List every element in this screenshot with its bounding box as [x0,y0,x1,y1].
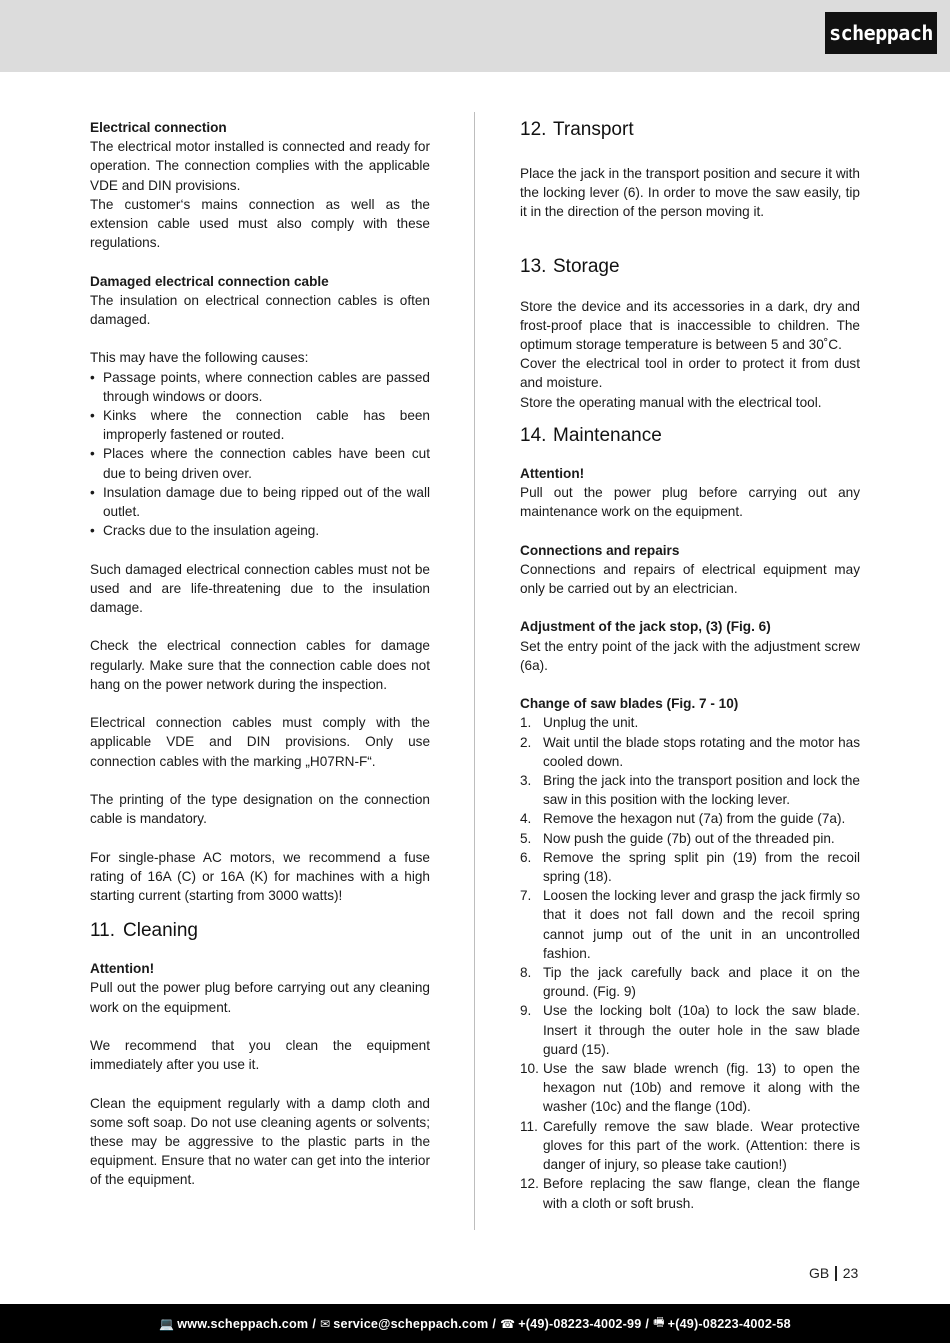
list-item: • Insulation damage due to being ripped out of the wall outlet. [90,484,430,520]
logo-text: scheppach [829,21,933,45]
computer-icon: 💻 [159,1316,175,1331]
page-number [809,1265,858,1281]
attention-label: Attention! [520,465,585,481]
footer-separator: / [492,1316,497,1331]
list-item: 10. Use the saw blade wrench (fig. 13) to open the hexagon nut (10b) and remove it along with the washer (10c) and the flange (10d). [520,1061,860,1115]
list-item: 7. Loosen the locking lever and grasp the jack firmly so that it does not fall down and the recoil spring cannot jump out of the unit in an uncontrolled fashion. [520,888,860,961]
section-heading-transport: 12. Transport [520,119,634,140]
list-item: 5. Now push the guide (7b) out of the threaded pin. [520,830,835,846]
page-number-value: 23 [842,1265,859,1281]
list-item: 1. Unplug the unit. [520,715,639,731]
subheading-jack-stop: Adjustment of the jack stop, (3) (Fig. 6) [520,619,771,635]
footer-separator: / [312,1316,317,1331]
list-item: • Cracks due to the insulation ageing. [90,523,320,539]
list-item: 11. Carefully remove the saw blade. Wear protective gloves for this part of the work. (Attention: there is danger of injury, so please take caution!) [520,1118,860,1173]
paragraph: Pull out the power plug before carrying out any cleaning work on the equipment. [90,980,430,1015]
paragraph: Store the operating manual with the electrical tool. [520,394,822,410]
footer-email: service@scheppach.com [333,1316,489,1331]
paragraph: Store the device and its accessories in a dark, dry and frost-proof place that is inaccessible to children. The optimum storage temperature is between 5 and 30˚C. [520,298,860,353]
subheading-connections-repairs: Connections and repairs [520,542,680,558]
column-divider [474,112,475,1230]
attention-label: Attention! [90,961,155,977]
paragraph: Clean the equipment regularly with a damp cloth and some soft soap. Do not use cleaning agents or solvents; these may be aggressive to the plastic parts in the equipment. Ensure that no water can get into the interior of the equipment. [90,1095,430,1188]
section-heading-cleaning: 11. Cleaning [90,920,198,942]
list-item: • Places where the connection cables have been cut due to being driven over. [90,446,430,481]
left-column [90,118,430,1190]
paragraph: The printing of the type designation on the connection cable is mandatory. [90,792,430,827]
list-item: 8. Tip the jack carefully back and place it on the ground. (Fig. 9) [520,965,860,1000]
paragraph: The electrical motor installed is connected and ready for operation. The connection complies with the applicable VDE and DIN provisions. [90,139,430,193]
right-column [520,118,860,1213]
fax-icon: 🖷 [653,1315,665,1329]
list-item: 6. Remove the spring split pin (19) from the recoil spring (18). [520,849,860,885]
paragraph: For single-phase AC motors, we recommend a fuse rating of 16A (C) or 16A (K) for machines with a high starting current (starting from 3000 watts)! [90,849,430,904]
list-item: • Kinks where the connection cable has been improperly fastened or routed. [90,408,430,443]
paragraph: The insulation on electrical connection cables is often damaged. [90,292,430,328]
list-item: 2. Wait until the blade stops rotating and the motor has cooled down. [520,734,860,769]
list-item: 12. Before replacing the saw flange, clean the flange with a cloth or soft brush. [520,1176,860,1211]
footer-fax: +(49)-08223-4002-58 [667,1316,791,1331]
paragraph: Pull out the power plug before carrying out any maintenance work on the equipment. [520,485,860,520]
subheading-electrical-connection: Electrical connection [90,120,227,135]
mail-icon: ✉ [320,1316,331,1331]
paragraph: We recommend that you clean the equipment immediately after you use it. [90,1038,430,1073]
header-band [0,0,950,72]
subheading-change-saw-blades: Change of saw blades (Fig. 7 - 10) [520,696,739,712]
paragraph: Cover the electrical tool in order to protect it from dust and moisture. [520,356,860,391]
list-item: 9. Use the locking bolt (10a) to lock the saw blade. Insert it through the outer hole in the saw blade guard (15). [520,1003,860,1057]
paragraph: Set the entry point of the jack with the adjustment screw (6a). [520,638,860,673]
section-heading-maintenance: 14. Maintenance [520,424,662,446]
list-item: • Passage points, where connection cables are passed through windows or doors. [90,369,430,404]
page-lang: GB [809,1265,830,1281]
list-item: 3. Bring the jack into the transport position and lock the saw in this position with the locking lever. [520,773,860,808]
paragraph: Check the electrical connection cables for damage regularly. Make sure that the connection cable does not hang on the power network during the inspection. [90,638,430,692]
footer-bar [0,1304,950,1343]
paragraph: Place the jack in the transport position and secure it with the locking lever (6). In order to move the saw easily, tip it in the direction of the person moving it. [520,166,860,220]
footer-phone: +(49)-08223-4002-99 [518,1316,642,1331]
phone-icon: ☎ [500,1316,516,1331]
page-number-divider [835,1266,837,1281]
subheading-damaged-cable: Damaged electrical connection cable [90,273,329,289]
paragraph: Electrical connection cables must comply with the applicable VDE and DIN provisions. Only use connection cables with the marking „H07RN-F“. [90,715,430,769]
footer-separator: / [645,1316,650,1331]
section-heading-storage: 13. Storage [520,255,620,277]
paragraph: Such damaged electrical connection cables must not be used and are life-threatening due to the insulation damage. [90,561,430,616]
list-item: 4. Remove the hexagon nut (7a) from the guide (7a). [520,811,846,827]
paragraph: This may have the following causes: [90,350,309,366]
paragraph: The customer‘s mains connection as well as the extension cable used must also comply with these regulations. [90,196,430,251]
brand-logo [825,12,937,54]
footer-website: www.scheppach.com [177,1316,309,1331]
paragraph: Connections and repairs of electrical equipment may only be carried out by an electrician. [520,561,860,597]
